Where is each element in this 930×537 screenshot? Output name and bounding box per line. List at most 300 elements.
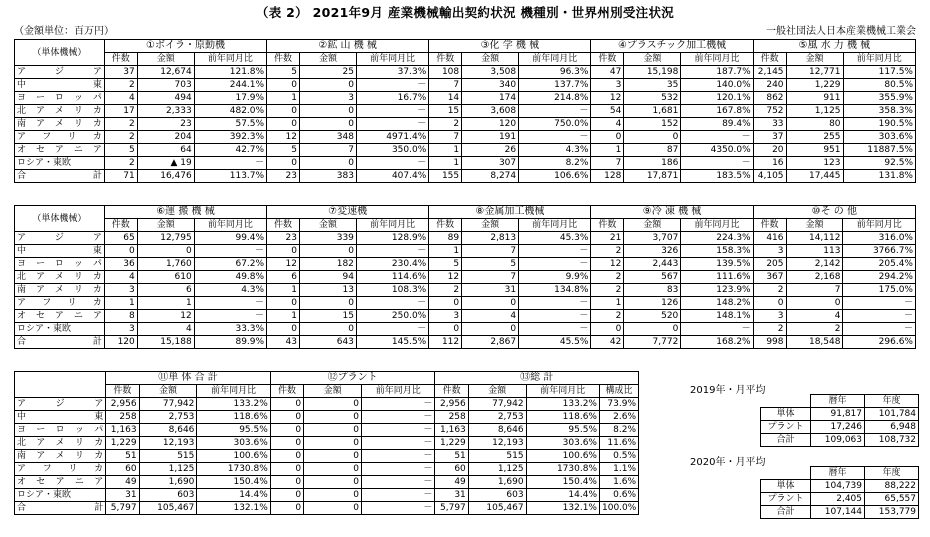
region-name (17, 297, 102, 309)
region-char: ア (17, 132, 27, 142)
region-name (17, 502, 103, 514)
amount-cell: 494 (137, 92, 194, 105)
region-char: セ (36, 477, 46, 487)
count-cell: 12 (267, 131, 300, 144)
yoy-cell: － (361, 476, 434, 489)
amount-cell: 0 (462, 323, 519, 336)
count-cell: 0 (429, 323, 462, 336)
region-label (15, 245, 105, 258)
yoy-cell: － (843, 310, 916, 323)
amount-cell: 0 (304, 411, 362, 424)
count-cell: 1 (267, 92, 300, 105)
region-char: ア (92, 311, 102, 321)
count-cell: 36 (104, 258, 137, 271)
yoy-cell: － (361, 437, 434, 450)
region-char: リ (73, 272, 83, 282)
amount-cell: 182 (299, 258, 356, 271)
yoy-cell: 11887.5% (843, 144, 915, 157)
column-header-amount: 金額 (468, 385, 526, 398)
avg-header-row (761, 467, 919, 480)
region-label (15, 489, 106, 502)
avg-2020-table (760, 466, 919, 519)
amount-cell: 0 (299, 323, 356, 336)
amount-cell: 0 (304, 489, 362, 502)
organization-name: 一般社団法人日本産業機械工業会 (766, 26, 916, 37)
count-cell: 3 (429, 310, 462, 323)
amount-cell: 0 (299, 297, 356, 310)
yoy-cell: 133.2% (197, 398, 270, 411)
group-header: ⑫プラント (270, 372, 435, 385)
amount-cell: 703 (137, 79, 194, 92)
avg-column-header: 年度 (865, 395, 919, 408)
yoy-cell: － (519, 105, 591, 118)
region-char: ア (35, 106, 45, 116)
region-label (15, 463, 106, 476)
amount-cell: 1,229 (786, 79, 843, 92)
count-cell: 120 (104, 336, 137, 349)
yoy-cell: 42.7% (194, 144, 266, 157)
region-char: ロシア・東欧 (17, 490, 72, 500)
yoy-cell: 4350.0% (681, 144, 753, 157)
amount-cell: 7 (786, 284, 843, 297)
yoy-cell: － (194, 157, 266, 170)
count-cell: 49 (435, 476, 468, 489)
column-header-yoy: 前年同月比 (356, 53, 428, 66)
region-label (15, 297, 105, 310)
region-char: カ (92, 106, 102, 116)
region-label (15, 450, 106, 463)
table-row (15, 118, 916, 131)
table-row (15, 66, 916, 79)
amount-cell: 2,753 (468, 411, 526, 424)
region-char: ー (35, 93, 45, 103)
amount-cell: 8,646 (139, 424, 197, 437)
region-char: メ (54, 285, 64, 295)
yoy-cell: 118.6% (526, 411, 599, 424)
region-char: 合 (17, 171, 27, 181)
amount-cell: 123 (786, 157, 843, 170)
count-cell: 3 (591, 79, 624, 92)
avg-value-cell: 153,779 (865, 506, 919, 519)
amount-cell: 13 (299, 284, 356, 297)
region-char: セ (35, 311, 45, 321)
count-cell: 367 (753, 271, 786, 284)
region-char: ア (17, 233, 27, 243)
region-char: ッ (73, 259, 83, 269)
group-header: ②鉱 山 機 械 (267, 40, 429, 53)
amount-cell: 87 (624, 144, 681, 157)
count-cell: 0 (270, 463, 303, 476)
column-header-amount: 金額 (786, 219, 843, 232)
count-cell: 0 (591, 323, 624, 336)
column-header-count: 件数 (267, 53, 300, 66)
amount-cell: 2,813 (462, 232, 519, 245)
corner-label (15, 372, 106, 398)
column-header-yoy: 前年同月比 (843, 219, 916, 232)
share-cell: 73.9% (600, 398, 639, 411)
region-char: メ (54, 119, 64, 129)
region-name (17, 476, 103, 488)
yoy-cell: 14.4% (526, 489, 599, 502)
avg-row (761, 493, 919, 506)
avg-value-cell: 17,246 (811, 421, 865, 434)
amount-cell: 532 (624, 92, 681, 105)
group-header: ④プラスチック加工機械 (591, 40, 753, 53)
yoy-cell: 214.8% (519, 92, 591, 105)
yoy-cell: 187.7% (681, 66, 753, 79)
table-row (15, 131, 916, 144)
column-header-yoy: 前年同月比 (519, 219, 591, 232)
yoy-cell: 121.8% (194, 66, 266, 79)
table-row (15, 271, 916, 284)
region-label (15, 437, 106, 450)
count-cell: 1,163 (106, 424, 139, 437)
yoy-cell: － (356, 297, 428, 310)
amount-cell: 4 (137, 323, 194, 336)
amount-cell: 0 (299, 157, 356, 170)
amount-cell: 23 (137, 118, 194, 131)
group-header-row (15, 206, 916, 219)
region-char: ッ (73, 93, 83, 103)
region-name (17, 144, 102, 156)
yoy-cell: 148.2% (681, 297, 753, 310)
amount-cell: 17,445 (786, 170, 843, 183)
count-cell: 89 (429, 232, 462, 245)
amount-cell: 6 (137, 284, 194, 297)
count-cell: 1 (591, 297, 624, 310)
count-cell: 2 (104, 79, 137, 92)
amount-cell: 3,608 (462, 105, 519, 118)
region-label (15, 310, 105, 323)
yoy-cell: 132.1% (197, 502, 270, 515)
avg-value-cell: 91,817 (811, 408, 865, 421)
count-cell: 862 (753, 92, 786, 105)
region-char: ロシア・東欧 (17, 158, 72, 168)
column-header-yoy: 前年同月比 (843, 53, 915, 66)
yoy-cell: 183.5% (681, 170, 753, 183)
share-cell: 2.6% (600, 411, 639, 424)
amount-cell: 1 (137, 297, 194, 310)
region-char: リ (67, 132, 77, 142)
orders-table-3 (14, 371, 639, 515)
avg-corner (761, 467, 811, 480)
amount-cell: 174 (462, 92, 519, 105)
count-cell: 51 (106, 450, 139, 463)
region-name (17, 245, 102, 257)
column-header-yoy: 前年同月比 (681, 219, 753, 232)
region-char: メ (54, 106, 64, 116)
amount-cell: 80 (786, 118, 843, 131)
amount-cell: 3 (299, 92, 356, 105)
amount-cell: 105,467 (468, 502, 526, 515)
amount-cell: 64 (137, 144, 194, 157)
avg-value-cell: 6,948 (865, 421, 919, 434)
group-header: ⑥運 搬 機 械 (104, 206, 266, 219)
yoy-cell: 392.3% (194, 131, 266, 144)
group-header-row (15, 40, 916, 53)
region-char: ジ (55, 399, 65, 409)
count-cell: 2 (104, 157, 137, 170)
yoy-cell: 128.9% (356, 232, 428, 245)
amount-cell: 2 (786, 323, 843, 336)
count-cell: 1 (429, 245, 462, 258)
yoy-cell: － (681, 131, 753, 144)
group-header: ⑨冷 凍 機 械 (591, 206, 753, 219)
count-cell: 3 (753, 310, 786, 323)
yoy-cell: 89.9% (194, 336, 266, 349)
yoy-cell: 148.1% (681, 310, 753, 323)
amount-cell: 12,795 (137, 232, 194, 245)
count-cell: 752 (753, 105, 786, 118)
amount-cell: 520 (624, 310, 681, 323)
avg-column-header: 暦年 (811, 395, 865, 408)
avg-column-header: 年度 (865, 467, 919, 480)
yoy-cell: 131.8% (843, 170, 915, 183)
amount-cell: 1,760 (137, 258, 194, 271)
amount-cell: 326 (624, 245, 681, 258)
count-cell: 5 (104, 144, 137, 157)
region-char: ア (35, 272, 45, 282)
avg-row (761, 421, 919, 434)
region-char: 東 (92, 246, 102, 256)
amount-cell: 1,690 (468, 476, 526, 489)
yoy-cell: 133.2% (526, 398, 599, 411)
column-header-count: 件数 (435, 385, 468, 398)
region-name (17, 131, 102, 143)
region-char: カ (92, 285, 102, 295)
column-header-count: 件数 (104, 53, 137, 66)
count-cell: 23 (267, 170, 300, 183)
region-char: カ (92, 298, 102, 308)
amount-cell: 348 (299, 131, 356, 144)
share-cell: 1.1% (600, 463, 639, 476)
region-label (15, 232, 105, 245)
amount-cell: 7 (462, 271, 519, 284)
amount-cell: 17,871 (624, 170, 681, 183)
amount-cell: 3,707 (624, 232, 681, 245)
region-char: ジ (54, 233, 64, 243)
region-char: ロ (54, 93, 64, 103)
amount-cell: 113 (786, 245, 843, 258)
yoy-cell: 95.5% (197, 424, 270, 437)
amount-cell: 126 (624, 297, 681, 310)
count-cell: 2 (591, 284, 624, 297)
yoy-cell: 118.6% (197, 411, 270, 424)
region-name (17, 437, 103, 449)
yoy-cell: 9.9% (519, 271, 591, 284)
yoy-cell: 95.5% (526, 424, 599, 437)
region-label (15, 66, 105, 79)
region-char: ア (92, 233, 102, 243)
column-header-count: 件数 (429, 219, 462, 232)
region-char: オ (17, 477, 27, 487)
region-char: 南 (17, 119, 27, 129)
region-char: 計 (92, 171, 102, 181)
table-row (15, 79, 916, 92)
amount-cell: 2,753 (139, 411, 197, 424)
total-row (15, 502, 639, 515)
amount-cell: 0 (304, 424, 362, 437)
region-name (17, 398, 103, 410)
region-char: ア (17, 464, 27, 474)
yoy-cell: 140.0% (681, 79, 753, 92)
count-cell: 71 (104, 170, 137, 183)
amount-cell: ▲ 19 (137, 157, 194, 170)
region-char: オ (17, 311, 27, 321)
yoy-cell: 150.4% (526, 476, 599, 489)
count-cell: 0 (267, 157, 300, 170)
region-char: ロ (54, 259, 64, 269)
avg-2019-table (760, 394, 919, 447)
yoy-cell: 45.5% (519, 336, 591, 349)
count-cell: 0 (267, 323, 300, 336)
group-header: ⑪単 体 合 計 (106, 372, 271, 385)
count-cell: 2 (429, 284, 462, 297)
count-cell: 998 (753, 336, 786, 349)
avg-row (761, 434, 919, 447)
column-header-yoy: 前年同月比 (194, 53, 266, 66)
yoy-cell: － (194, 297, 266, 310)
yoy-cell: 482.0% (194, 105, 266, 118)
amount-cell: 339 (299, 232, 356, 245)
amount-cell: 152 (624, 118, 681, 131)
column-header-row (15, 219, 916, 232)
region-name (17, 271, 102, 283)
amount-cell: 3,508 (462, 66, 519, 79)
region-char: リ (68, 464, 78, 474)
yoy-cell: 96.3% (519, 66, 591, 79)
yoy-cell: 100.6% (197, 450, 270, 463)
region-char: 北 (17, 106, 27, 116)
region-name (17, 463, 103, 475)
count-cell: 4 (104, 92, 137, 105)
share-cell: 0.6% (600, 489, 639, 502)
region-char: 計 (92, 337, 102, 347)
amount-cell: 186 (624, 157, 681, 170)
table-row (15, 489, 639, 502)
column-header-count: 件数 (591, 219, 624, 232)
avg-row (761, 480, 919, 493)
count-cell: 0 (267, 118, 300, 131)
total-row (15, 336, 916, 349)
amount-cell: 0 (299, 79, 356, 92)
count-cell: 31 (106, 489, 139, 502)
region-char: ヨ (17, 93, 27, 103)
count-cell: 258 (435, 411, 468, 424)
count-cell: 2 (104, 131, 137, 144)
avg-corner (761, 395, 811, 408)
region-char: 合 (17, 337, 27, 347)
region-char: 北 (17, 272, 27, 282)
yoy-cell: 33.3% (194, 323, 266, 336)
region-char: ア (54, 145, 64, 155)
orders-table-1 (14, 39, 916, 183)
amount-cell: 603 (139, 489, 197, 502)
share-cell: 11.6% (600, 437, 639, 450)
yoy-cell: － (519, 258, 591, 271)
amount-cell: 0 (304, 437, 362, 450)
amount-cell: 2,443 (624, 258, 681, 271)
region-name (17, 489, 103, 501)
amount-cell: 12,193 (468, 437, 526, 450)
total-row (15, 170, 916, 183)
count-cell: 5,797 (106, 502, 139, 515)
amount-cell: 515 (139, 450, 197, 463)
count-cell: 2 (753, 323, 786, 336)
amount-cell: 0 (624, 323, 681, 336)
region-char: リ (67, 298, 77, 308)
yoy-cell: － (519, 131, 591, 144)
yoy-cell: 190.5% (843, 118, 915, 131)
table-row (15, 398, 639, 411)
count-cell: 0 (104, 245, 137, 258)
yoy-cell: － (519, 310, 591, 323)
yoy-cell: － (361, 424, 434, 437)
count-cell: 1,229 (435, 437, 468, 450)
yoy-cell: 16.7% (356, 92, 428, 105)
region-char: オ (17, 145, 27, 155)
column-header-amount: 金額 (137, 219, 194, 232)
count-cell: 7 (429, 131, 462, 144)
yoy-cell: 123.9% (681, 284, 753, 297)
group-header: ⑦変速機 (267, 206, 429, 219)
amount-cell: 5 (462, 258, 519, 271)
avg-value-cell: 65,557 (865, 493, 919, 506)
region-char: パ (92, 93, 102, 103)
amount-cell: 15,198 (624, 66, 681, 79)
amount-cell: 191 (462, 131, 519, 144)
yoy-cell: 111.6% (681, 271, 753, 284)
amount-cell: 12,771 (786, 66, 843, 79)
region-char: ア (17, 399, 27, 409)
amount-cell: 307 (462, 157, 519, 170)
count-cell: 60 (106, 463, 139, 476)
column-header-count: 件数 (104, 219, 137, 232)
count-cell: 1 (104, 297, 137, 310)
count-cell: 12 (429, 271, 462, 284)
region-char: セ (35, 145, 45, 155)
amount-cell: 4 (786, 310, 843, 323)
count-cell: 7 (591, 157, 624, 170)
region-char: ア (36, 451, 46, 461)
region-char: 北 (17, 438, 27, 448)
count-cell: 20 (753, 144, 786, 157)
yoy-cell: － (361, 411, 434, 424)
amount-cell: 2,867 (462, 336, 519, 349)
yoy-cell: 117.5% (843, 66, 915, 79)
region-char: パ (92, 259, 102, 269)
yoy-cell: 358.3% (843, 105, 915, 118)
amount-cell: 0 (304, 502, 362, 515)
yoy-cell: 355.9% (843, 92, 915, 105)
amount-cell: 0 (304, 450, 362, 463)
count-cell: 31 (435, 489, 468, 502)
count-cell: 6 (267, 271, 300, 284)
yoy-cell: 1730.8% (526, 463, 599, 476)
count-cell: 1 (267, 284, 300, 297)
avg-header-row (761, 395, 919, 408)
yoy-cell: － (519, 297, 591, 310)
table-row (15, 437, 639, 450)
region-char: ア (36, 438, 46, 448)
count-cell: 240 (753, 79, 786, 92)
table-row (15, 297, 916, 310)
region-label (15, 476, 106, 489)
yoy-cell: － (361, 489, 434, 502)
group-header: ①ボイラ・原動機 (104, 40, 266, 53)
region-name (17, 424, 103, 436)
amount-cell: 4 (462, 310, 519, 323)
